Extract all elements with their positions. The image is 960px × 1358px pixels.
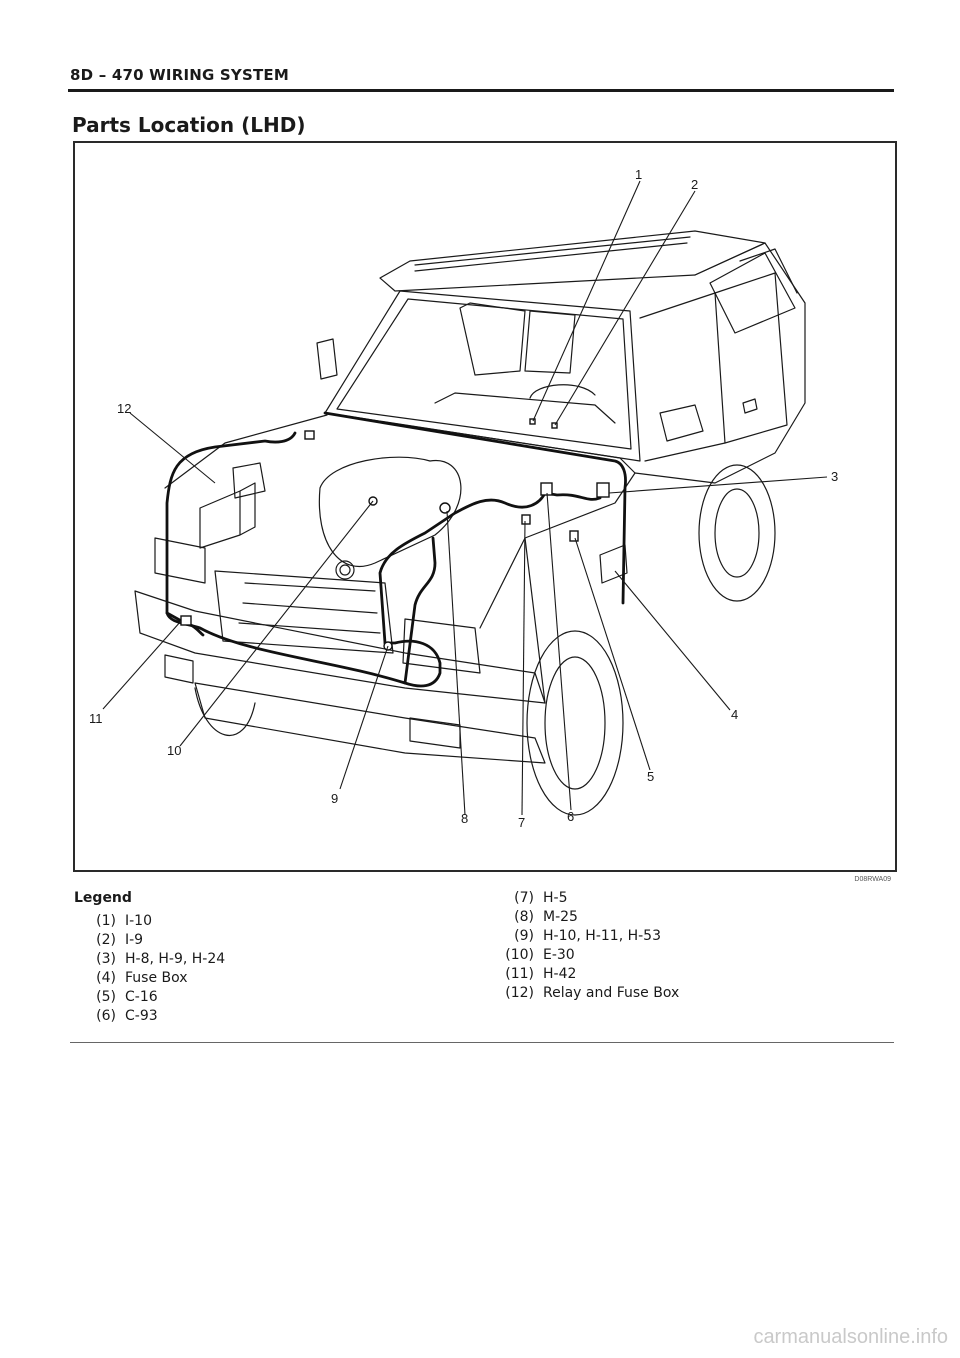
callout-9: 9 (331, 791, 339, 806)
connector-8 (440, 503, 450, 513)
callout-6: 6 (567, 809, 575, 824)
rear-door (715, 273, 787, 443)
side-mirror (660, 405, 703, 441)
watermark: carmanualsonline.info (753, 1326, 948, 1348)
right-headlight (403, 619, 480, 673)
connector-11 (181, 616, 191, 625)
rear-window (710, 253, 795, 333)
engine-bay-left (165, 415, 327, 488)
figure-code: D08RWA09 (854, 876, 891, 883)
legend-column-right (492, 889, 679, 1003)
callout-10: 10 (167, 743, 182, 758)
door-handle (743, 399, 757, 413)
callout-1: 1 (635, 167, 643, 182)
roof-outline (380, 231, 765, 291)
rear-window-2 (740, 249, 797, 293)
fog-light-left (165, 655, 193, 683)
callout-12: 12 (117, 401, 132, 416)
connector-5 (570, 531, 578, 541)
legend-item: (6) C-93 (96, 1008, 158, 1024)
front-wheel (527, 631, 623, 815)
connector-1 (530, 419, 535, 424)
callout-3: 3 (831, 469, 839, 484)
callout-11: 11 (89, 711, 103, 726)
callout-7: 7 (518, 815, 526, 830)
legend-item: (2) I-9 (96, 932, 144, 948)
seat-right (525, 311, 575, 373)
relay-fuse-box (200, 483, 255, 548)
callout-8: 8 (461, 811, 469, 826)
steering-wheel (530, 385, 595, 398)
dash-top (435, 393, 615, 423)
callout-5: 5 (647, 769, 655, 784)
header-divider (68, 89, 894, 92)
section-header: 8D – 470 WIRING SYSTEM (70, 66, 289, 84)
vehicle-wiring-diagram (73, 141, 897, 883)
bottom-divider (70, 1042, 894, 1043)
legend-item: (4) Fuse Box (96, 970, 188, 986)
callout-4: 4 (731, 707, 739, 722)
page-title: Parts Location (LHD) (72, 113, 306, 137)
legend-item: (10) E-30 (505, 947, 575, 963)
main-harness (325, 413, 626, 603)
legend-item: (1) I-10 (96, 913, 152, 929)
engine-bay-cover (319, 457, 461, 566)
left-headlight (155, 538, 205, 583)
legend-item: (8) M-25 (514, 909, 578, 925)
harness-branch (405, 538, 435, 683)
legend-item: (12) Relay and Fuse Box (505, 985, 680, 1001)
connector-7 (522, 515, 530, 524)
callout-2: 2 (691, 177, 699, 192)
roof-rack (415, 237, 690, 271)
legend-column-left (74, 912, 225, 1026)
harness-top (167, 433, 440, 686)
legend-item: (3) H-8, H-9, H-24 (96, 951, 226, 967)
legend-item: (9) H-10, H-11, H-53 (514, 928, 661, 944)
connector-3 (597, 483, 609, 497)
connector-12 (305, 431, 314, 439)
oil-cap (336, 561, 354, 579)
seat-left (460, 303, 525, 375)
legend-item: (7) H-5 (514, 890, 568, 906)
legend-item: (11) H-42 (505, 966, 577, 982)
legend-item: (5) C-16 (96, 989, 158, 1005)
left-mirror (317, 339, 337, 379)
vehicle-illustration (75, 143, 895, 870)
legend-title: Legend (74, 890, 132, 906)
front-door (640, 293, 725, 461)
front-left-wheel (195, 688, 255, 735)
reservoir (233, 463, 265, 498)
